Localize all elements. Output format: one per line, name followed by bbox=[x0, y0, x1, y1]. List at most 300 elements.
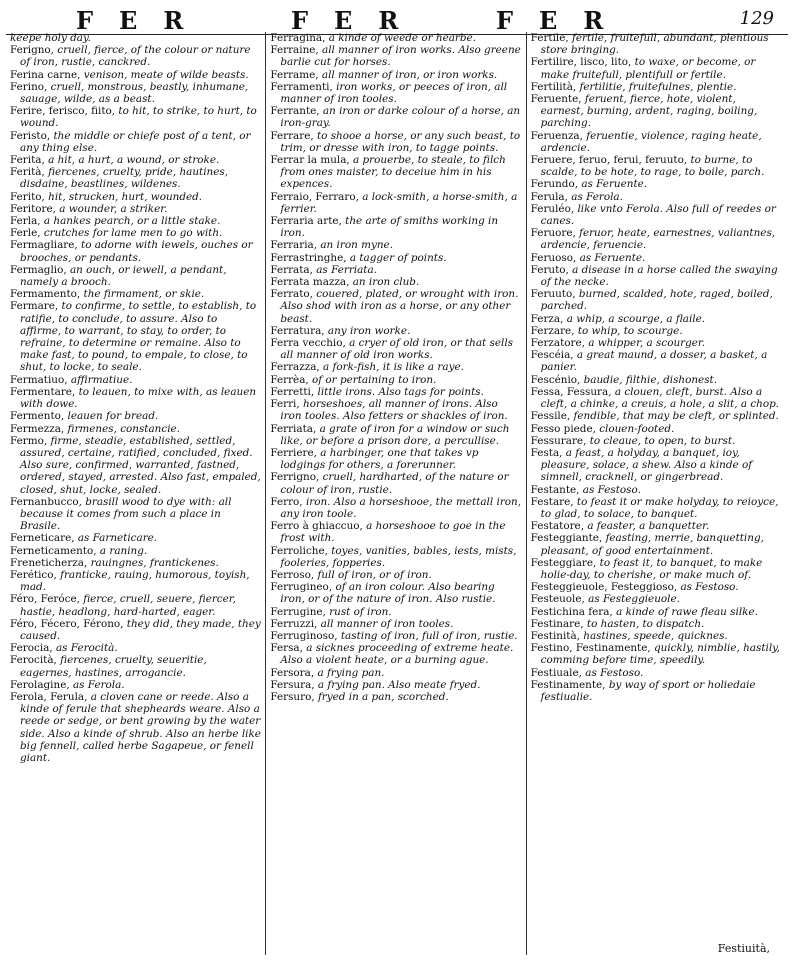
entry-definition: an iron club. bbox=[352, 276, 420, 289]
entry-headword: Festare, bbox=[530, 495, 574, 508]
entry-definition: full of iron, or of iron. bbox=[317, 568, 432, 581]
entry-definition: a great maund, a dosser, a basket, a panier. bbox=[540, 349, 768, 374]
dictionary-entry bbox=[10, 593, 261, 617]
entry-definition: venison, meate of wilde beasts. bbox=[83, 68, 249, 81]
entry-definition: feasting, merrie, banquetting, pleasant, of good entertainment. bbox=[540, 532, 764, 557]
entry-headword: Ferita, bbox=[10, 154, 45, 167]
entry-headword: Festante, bbox=[530, 483, 580, 496]
dictionary-entry bbox=[10, 679, 261, 691]
entry-headword: Fescéia, bbox=[530, 349, 574, 362]
entry-headword: Fessile, bbox=[530, 410, 571, 423]
entry-definition: burned, scalded, hote, raged, boiled, parched. bbox=[540, 288, 773, 313]
entry-headword: Ferrugine, bbox=[270, 605, 326, 618]
entry-definition: keepe holy day. bbox=[10, 32, 91, 44]
entry-definition: as Feruente. bbox=[579, 251, 646, 264]
entry-definition: by way of sport or holiedaie festiualie. bbox=[540, 678, 756, 703]
dictionary-entry bbox=[10, 654, 261, 678]
entry-definition: fryed in a pan, scorched. bbox=[317, 690, 449, 703]
entry-definition: the arte of smiths working in iron. bbox=[280, 215, 499, 240]
entry-headword: Feruto, bbox=[530, 263, 569, 276]
dictionary-entry bbox=[531, 252, 782, 264]
dictionary-entry bbox=[270, 423, 521, 447]
dictionary-entry bbox=[531, 618, 782, 630]
entry-headword: Ferito, bbox=[10, 190, 45, 203]
entry-headword: Ferire, ferisco, fiito, bbox=[10, 105, 116, 118]
page-number: 129 bbox=[739, 8, 774, 29]
entry-definition: fierce, cruell, seuere, fiercer, hastie, headlong, hard-harted, eager. bbox=[20, 593, 236, 618]
entry-definition: a feaster, a banquetter. bbox=[587, 520, 710, 533]
entry-definition: as Festoso. bbox=[680, 581, 739, 594]
entry-headword: Ferzare, bbox=[530, 324, 575, 337]
entry-definition: couered, plated, or wrought with iron. Also shod with iron as a horse, or any other beast. bbox=[280, 288, 519, 325]
dictionary-entry bbox=[10, 300, 261, 373]
dictionary-entry bbox=[531, 288, 782, 312]
entry-definition: a frying pan. Also meate fryed. bbox=[317, 678, 481, 691]
entry-headword: Festeggiante, bbox=[530, 532, 603, 545]
entry-definition: to burne, to scalde, to be hote, to rage, to boile, parch. bbox=[540, 154, 765, 179]
entry-headword: Ferro à ghiaccuo, bbox=[270, 520, 363, 533]
dictionary-entry bbox=[270, 69, 521, 81]
entry-headword: Fersura, bbox=[270, 678, 315, 691]
entry-definition: fiercenes, cruelty, pride, hautines, disdaine, beastlines, wildenes. bbox=[20, 166, 228, 191]
entry-definition: an iron or darke colour of a horse, an iron-gray. bbox=[280, 105, 521, 130]
entry-definition: baudie, filthie, dishonest. bbox=[583, 373, 718, 386]
dictionary-entry bbox=[531, 386, 782, 410]
entry-headword: Ferratura, bbox=[270, 324, 325, 337]
entry-definition: the firmament, or skie. bbox=[83, 288, 205, 301]
entry-headword: Fesso piede, bbox=[530, 422, 596, 435]
entry-headword: Ferrugineo, bbox=[270, 581, 333, 594]
column-1 bbox=[6, 32, 265, 955]
dictionary-entry bbox=[531, 679, 782, 703]
entry-definition: to hit, to strike, to hurt, to wound. bbox=[20, 105, 257, 130]
entry-definition: a frying pan. bbox=[317, 666, 385, 679]
dictionary-entry bbox=[10, 496, 261, 533]
entry-headword: Fermezza, bbox=[10, 422, 65, 435]
dictionary-entry bbox=[10, 410, 261, 422]
dictionary-entry bbox=[270, 239, 521, 251]
entry-headword: Ferraio, Ferraro, bbox=[270, 190, 359, 203]
dictionary-entry bbox=[270, 215, 521, 239]
dictionary-entry bbox=[270, 337, 521, 361]
dictionary-entry bbox=[531, 593, 782, 605]
entry-headword: Fermaglio, bbox=[10, 263, 67, 276]
entry-headword: Ferriata, bbox=[270, 422, 317, 435]
entry-definition: horseshoes, all manner of irons. Also iron tooles. Also fetters or shackles of iron. bbox=[280, 398, 508, 423]
dictionary-entry bbox=[270, 520, 521, 544]
dictionary-entry bbox=[10, 130, 261, 154]
entry-definition: a kinde of rawe fleau silke. bbox=[616, 605, 758, 618]
column-3 bbox=[526, 32, 786, 955]
entry-definition: a wounder, a striker. bbox=[59, 202, 168, 215]
entry-definition: a fork-fish, it is like a raye. bbox=[323, 361, 464, 374]
entry-definition: leauen for bread. bbox=[67, 410, 159, 423]
dictionary-entry bbox=[531, 447, 782, 484]
entry-headword: Ferraine, bbox=[270, 44, 319, 57]
entry-headword: Ferina carne, bbox=[10, 68, 81, 81]
entry-definition: to hasten, to dispatch. bbox=[586, 617, 705, 630]
dictionary-entry bbox=[270, 642, 521, 666]
dictionary-entry bbox=[531, 191, 782, 203]
dictionary-entry bbox=[531, 56, 782, 80]
entry-headword: Fescénio, bbox=[530, 373, 581, 386]
dictionary-entry bbox=[531, 520, 782, 532]
dictionary-entry bbox=[270, 569, 521, 581]
dictionary-entry bbox=[270, 361, 521, 373]
entry-definition: quickly, nimblie, hastily, comming before time, speedily. bbox=[540, 642, 780, 667]
entry-headword: Ferino, bbox=[10, 80, 48, 93]
entry-headword: Festichina fera, bbox=[530, 605, 613, 618]
dictionary-entry bbox=[531, 484, 782, 496]
entry-headword: Fertilità, bbox=[530, 80, 577, 93]
entry-headword: Fessa, Fessura, bbox=[530, 385, 612, 398]
dictionary-entry bbox=[270, 447, 521, 471]
dictionary-entry bbox=[10, 154, 261, 166]
dictionary-entry bbox=[270, 191, 521, 215]
dictionary-entry bbox=[10, 435, 261, 496]
entry-definition: cruell, monstrous, beastly, inhumane, sauage, wilde, as a beast. bbox=[20, 80, 249, 106]
dictionary-entry bbox=[270, 32, 521, 44]
dictionary-entry bbox=[531, 325, 782, 337]
entry-headword: Ferundo, bbox=[530, 178, 579, 191]
dictionary-entry bbox=[531, 557, 782, 581]
entry-headword: Fessurare, bbox=[530, 434, 587, 447]
entry-definition: a tagger of points. bbox=[349, 251, 447, 264]
entry-headword: Feruente, bbox=[530, 93, 582, 106]
entry-definition: feruentie, violence, raging heate, ardencie. bbox=[540, 129, 762, 154]
entry-headword: Ferità, bbox=[10, 166, 45, 179]
entry-headword: Ferrar la mula, bbox=[270, 154, 350, 167]
entry-definition: to adorne with iewels, ouches or brooches, or pendants. bbox=[20, 239, 253, 264]
dictionary-entry bbox=[531, 81, 782, 93]
dictionary-entry bbox=[531, 496, 782, 520]
entry-definition: of or pertaining to iron. bbox=[312, 373, 437, 386]
entry-definition: the middle or chiefe post of a tent, or any thing else. bbox=[20, 129, 251, 154]
entry-headword: Ferrante, bbox=[270, 105, 320, 118]
entry-definition: toyes, vanities, bables, iests, mists, fooleries, fopperies. bbox=[280, 544, 517, 569]
dictionary-entry bbox=[531, 349, 782, 373]
column-2 bbox=[265, 32, 525, 955]
entry-headword: Ferneticamento, bbox=[10, 544, 97, 557]
dictionary-entry bbox=[531, 337, 782, 349]
dictionary-entry bbox=[270, 44, 521, 68]
entry-definition: as Festeggieuole. bbox=[588, 593, 680, 606]
entry-headword: Fermatiuo, bbox=[10, 373, 68, 386]
dictionary-entry bbox=[531, 435, 782, 447]
dictionary-entry bbox=[270, 81, 521, 105]
entry-headword: Fersa, bbox=[270, 642, 303, 655]
dictionary-entry bbox=[10, 545, 261, 557]
entry-headword: Ferroliche, bbox=[270, 544, 328, 557]
dictionary-entry bbox=[10, 618, 261, 642]
entry-definition: little irons. Also tags for points. bbox=[317, 385, 484, 398]
entry-headword: Fermentare, bbox=[10, 385, 76, 398]
entry-headword: Ferolagine, bbox=[10, 678, 70, 691]
dictionary-entry bbox=[270, 154, 521, 191]
entry-headword: Féro, Feróce, bbox=[10, 593, 80, 606]
entry-headword: Fertile, bbox=[530, 32, 569, 44]
dictionary-entry bbox=[531, 203, 782, 227]
dictionary-entry bbox=[10, 227, 261, 239]
entry-headword: Festiuale, bbox=[530, 666, 582, 679]
entry-definition: a feast, a holyday, a banquet, ioy, pleasure, solace, a shew. Also a kinde of simnell, cracknell, or gingerbread. bbox=[540, 446, 753, 484]
entry-definition: as Festoso. bbox=[582, 483, 641, 496]
header-left-word: FER bbox=[76, 6, 210, 35]
dictionary-entry bbox=[10, 239, 261, 263]
dictionary-entry bbox=[531, 130, 782, 154]
entry-definition: a horseshooe to goe in the frost with. bbox=[280, 520, 506, 545]
dictionary-entry bbox=[270, 667, 521, 679]
entry-headword: Ferola, Ferula, bbox=[10, 690, 88, 703]
entry-definition: any iron worke. bbox=[327, 324, 411, 337]
entry-headword: Ferruginoso, bbox=[270, 629, 338, 642]
entry-headword: Ferrare, bbox=[270, 129, 314, 142]
entry-definition: fiercenes, cruelty, seueritie, eagernes, hastines, arrogancie. bbox=[20, 654, 207, 679]
entry-definition: a hit, a hurt, a wound, or stroke. bbox=[48, 154, 220, 167]
dictionary-entry bbox=[270, 374, 521, 386]
dictionary-entry bbox=[10, 423, 261, 435]
entry-headword: Festino, Festinamente, bbox=[530, 642, 651, 655]
entry-headword: Fersuro, bbox=[270, 690, 315, 703]
entry-definition: clouen-footed. bbox=[599, 422, 675, 435]
entry-headword: Feritore, bbox=[10, 202, 56, 215]
dictionary-entry bbox=[531, 581, 782, 593]
entry-headword: Ferretti, bbox=[270, 385, 315, 398]
entry-headword: Ferrastringhe, bbox=[270, 251, 347, 264]
entry-definition: brasill wood to dye with: all because it comes from such a place in Brasile. bbox=[20, 495, 232, 533]
entry-headword: Ferrata mazza, bbox=[270, 276, 350, 289]
dictionary-entry bbox=[531, 630, 782, 642]
header-middle-word: FER bbox=[291, 6, 425, 35]
entry-headword: Festa, bbox=[530, 446, 563, 459]
entry-definition: affirmatiue. bbox=[70, 373, 133, 386]
entry-definition: feruent, fierce, hote, violent, earnest, burning, ardent, raging, boiling, parching. bbox=[540, 93, 758, 130]
dictionary-entry bbox=[270, 276, 521, 288]
dictionary-entry bbox=[10, 191, 261, 203]
dictionary-entry bbox=[10, 44, 261, 68]
dictionary-entry bbox=[10, 203, 261, 215]
catchword: Festiuità, bbox=[717, 942, 770, 955]
entry-definition: to shooe a horse, or any such beast, to trim, or dresse with iron, to tagge points. bbox=[280, 129, 521, 154]
dictionary-entry bbox=[531, 374, 782, 386]
entry-headword: Ferraria, bbox=[270, 239, 318, 252]
entry-definition: a grate of iron for a window or such like, or before a prison dore, a percullise. bbox=[280, 422, 510, 447]
dictionary-entry bbox=[10, 532, 261, 544]
dictionary-entry bbox=[531, 532, 782, 556]
dictionary-entry bbox=[531, 313, 782, 325]
entry-headword: Ferrato, bbox=[270, 288, 313, 301]
entry-definition: a lock-smith, a horse-smith, a ferrier. bbox=[280, 190, 518, 215]
entry-headword: Ferigno, bbox=[10, 44, 54, 57]
entry-headword: Feristo, bbox=[10, 129, 51, 142]
dictionary-entry bbox=[270, 252, 521, 264]
entry-definition: a hankes pearch, or a little stake. bbox=[43, 215, 221, 228]
entry-headword: Festatore, bbox=[530, 520, 584, 533]
entry-definition: a raning. bbox=[99, 544, 148, 557]
entry-headword: Ferro, bbox=[270, 495, 303, 508]
dictionary-entry bbox=[531, 93, 782, 130]
dictionary-entry bbox=[10, 166, 261, 190]
dictionary-entry bbox=[10, 288, 261, 300]
entry-headword: Ferrazza, bbox=[270, 361, 320, 374]
entry-definition: to feast it, to banquet, to make holie-day, to cherishe, or make much of. bbox=[540, 556, 763, 581]
entry-headword: Ferrigno, bbox=[270, 471, 320, 484]
entry-definition: all manner of iron, or iron works. bbox=[321, 68, 498, 81]
dictionary-entry bbox=[10, 386, 261, 410]
entry-definition: an iron myne. bbox=[320, 239, 393, 252]
entry-definition: as Feruente. bbox=[581, 178, 648, 191]
entry-definition: a disease in a horse called the swaying of the necke. bbox=[540, 263, 778, 289]
entry-definition: feruor, heate, earnestnes, valiantnes, ardencie, feruencie. bbox=[540, 227, 776, 252]
entry-headword: Feruere, feruo, ferui, feruuto, bbox=[530, 154, 688, 167]
header-right-word: FER bbox=[496, 6, 630, 35]
dictionary-entry bbox=[531, 642, 782, 666]
dictionary-entry bbox=[270, 679, 521, 691]
dictionary-entry bbox=[270, 130, 521, 154]
entry-headword: Feruore, bbox=[530, 227, 576, 240]
dictionary-entry bbox=[531, 423, 782, 435]
entry-definition: an ouch, or iewell, a pendant, namely a brooch. bbox=[20, 263, 227, 289]
entry-definition: they did, they made, they caused. bbox=[20, 617, 261, 642]
entry-definition: a kinde of weede or hearbe. bbox=[328, 32, 476, 44]
entry-headword: Ferrata, bbox=[270, 263, 313, 276]
dictionary-entry bbox=[10, 374, 261, 386]
dictionary-entry bbox=[270, 288, 521, 325]
entry-headword: Fermo, bbox=[10, 434, 48, 447]
entry-definition: to waxe, or become, or make fruitefull, plentifull or fertile. bbox=[540, 56, 756, 81]
running-header bbox=[6, 4, 788, 35]
entry-definition: as Ferola. bbox=[571, 190, 623, 203]
entry-definition: as Ferola. bbox=[72, 678, 125, 691]
dictionary-entry bbox=[270, 398, 521, 422]
entry-definition: iron. Also a horseshooe, the mettall iron, any iron toole. bbox=[280, 495, 522, 520]
entry-definition: to leauen, to mixe with, as leauen with dowe. bbox=[20, 385, 257, 411]
entry-definition: franticke, rauing, humorous, toyish, mad. bbox=[20, 568, 250, 594]
entry-definition: to whip, to scourge. bbox=[577, 324, 683, 337]
entry-definition: as Ferocità. bbox=[55, 642, 118, 655]
entry-definition: firme, steadie, established, settled, assured, certaine, ratified, concluded, fixed. Also sure, confirmed, warranted, fastned, ordered, stayed, arrested. Also fast, empaled, closed, shut, locke, sealed. bbox=[20, 434, 261, 496]
entry-headword: Ferragina, bbox=[270, 32, 326, 44]
entry-headword: Ferrèa, bbox=[270, 373, 309, 386]
entry-headword: Festeggieuole, Festeggioso, bbox=[530, 581, 678, 594]
entry-definition: iron works, or peeces of iron, all manner of iron tooles. bbox=[280, 80, 508, 106]
entry-headword: Fermagliare, bbox=[10, 239, 78, 252]
entry-definition: cruell, hardharted, of the nature or colour of iron, rustie. bbox=[280, 471, 509, 496]
dictionary-entry bbox=[10, 264, 261, 288]
entry-headword: Fermento, bbox=[10, 410, 65, 423]
columns bbox=[6, 32, 786, 955]
entry-definition: fertile, fruitefull, abundant, plentious store bringing. bbox=[540, 32, 769, 57]
entry-headword: Fertilire, lisco, lito, bbox=[530, 56, 632, 69]
entry-definition: as Festoso. bbox=[585, 666, 644, 679]
dictionary-entry bbox=[270, 496, 521, 520]
entry-definition: rust of iron. bbox=[329, 605, 392, 618]
entry-headword: Ferocità, bbox=[10, 654, 57, 667]
entry-headword: Fersora, bbox=[270, 666, 315, 679]
entry-definition: crutches for lame men to go with. bbox=[43, 227, 223, 240]
dictionary-entry bbox=[270, 545, 521, 569]
entry-headword: Ferrame, bbox=[270, 68, 319, 81]
entry-headword: Ferza, bbox=[530, 312, 564, 325]
dictionary-entry bbox=[531, 606, 782, 618]
entry-headword: Ferle, bbox=[10, 227, 41, 240]
dictionary-entry bbox=[270, 325, 521, 337]
dictionary-entry bbox=[10, 642, 261, 654]
entry-definition: fendible, that may be cleft, or splinted. bbox=[573, 410, 779, 423]
entry-definition: all manner of iron works. Also greene barlie cut for horses. bbox=[280, 44, 521, 69]
entry-headword: Feruléo, bbox=[530, 202, 575, 215]
entry-headword: Ferético, bbox=[10, 568, 57, 581]
entry-definition: cruell, fierce, of the colour or nature of iron, rustie, canckred. bbox=[20, 44, 251, 69]
dictionary-entry bbox=[531, 264, 782, 288]
entry-definition: a prouerbe, to steale, to filch from ones maister, to deceiue him in his expences. bbox=[280, 154, 506, 191]
dictionary-entry bbox=[531, 178, 782, 190]
entry-definition: as Farneticare. bbox=[77, 532, 158, 545]
dictionary-entry bbox=[10, 69, 261, 81]
entry-definition: a harbinger, one that takes vp lodgings for others, a forerunner. bbox=[280, 446, 479, 472]
dictionary-entry bbox=[531, 154, 782, 178]
dictionary-entry bbox=[10, 105, 261, 129]
dictionary-entry bbox=[531, 667, 782, 679]
entry-headword: Fermare, bbox=[10, 300, 59, 313]
dictionary-entry bbox=[531, 227, 782, 251]
entry-definition: hit, strucken, hurt, wounded. bbox=[48, 190, 203, 203]
entry-headword: Feruoso, bbox=[530, 251, 577, 264]
entry-headword: Ferra vecchio, bbox=[270, 337, 346, 350]
dictionary-entry bbox=[270, 105, 521, 129]
entry-definition: tasting of iron, full of iron, rustie. bbox=[340, 629, 518, 642]
entry-definition: like vnto Ferola. Also full of reedes or canes. bbox=[540, 202, 776, 228]
entry-definition: fertilitie, fruitefulnes, plentie. bbox=[579, 80, 737, 93]
entry-definition: a whip, a scourge, a flaile. bbox=[566, 312, 706, 325]
entry-headword: Ferla, bbox=[10, 215, 41, 228]
dictionary-entry bbox=[270, 581, 521, 605]
entry-headword: Festeggiare, bbox=[530, 556, 597, 569]
dictionary-entry bbox=[270, 471, 521, 495]
entry-definition: a cloven cane or reede. Also a kinde of ferule that shepheards weare. Also a reede or sedge, or bent growing by the water side. Also a kinde of shrub. Also an herbe like big fennell, called herbe Sagapeue, or fenell giant. bbox=[20, 690, 261, 764]
entry-headword: Festinamente, bbox=[530, 678, 606, 691]
dictionary-entry bbox=[270, 606, 521, 618]
entry-headword: Feruenza, bbox=[530, 129, 583, 142]
dictionary-entry bbox=[531, 410, 782, 422]
entry-headword: Freneticherza, bbox=[10, 556, 88, 569]
entry-headword: Ferramenti, bbox=[270, 80, 333, 93]
entry-headword: Festinità, bbox=[530, 629, 580, 642]
entry-headword: Ferocia, bbox=[10, 642, 53, 655]
entry-headword: Ferroso, bbox=[270, 568, 315, 581]
dictionary-entry bbox=[270, 618, 521, 630]
entry-headword: Fermamento, bbox=[10, 288, 81, 301]
entry-headword: Feruuto, bbox=[530, 288, 576, 301]
entry-headword: Ferula, bbox=[530, 190, 568, 203]
dictionary-entry bbox=[10, 215, 261, 227]
entry-headword: Ferraria arte, bbox=[270, 215, 342, 228]
dictionary-entry bbox=[10, 32, 261, 44]
dictionary-entry bbox=[10, 569, 261, 593]
entry-headword: Festeuole, bbox=[530, 593, 585, 606]
entry-definition: to feast it or make holyday, to reioyce, to glad, to solace, to banquet. bbox=[540, 495, 779, 520]
entry-headword: Ferzatore, bbox=[530, 337, 585, 350]
entry-definition: rauingnes, frantickenes. bbox=[90, 556, 219, 569]
entry-definition: a whipper, a scourger. bbox=[588, 337, 706, 350]
entry-definition: firmenes, constancie. bbox=[67, 422, 180, 435]
entry-headword: Ferriere, bbox=[270, 446, 317, 459]
entry-headword: Féro, Fécero, Férono, bbox=[10, 617, 124, 630]
entry-definition: a cryer of old iron, or that sells all manner of old iron works. bbox=[280, 337, 513, 362]
entry-definition: of an iron colour. Also bearing iron, or of the nature of iron. Also rustie. bbox=[280, 581, 496, 606]
entry-headword: Festinare, bbox=[530, 617, 584, 630]
entry-headword: Fernanbucco, bbox=[10, 495, 82, 508]
